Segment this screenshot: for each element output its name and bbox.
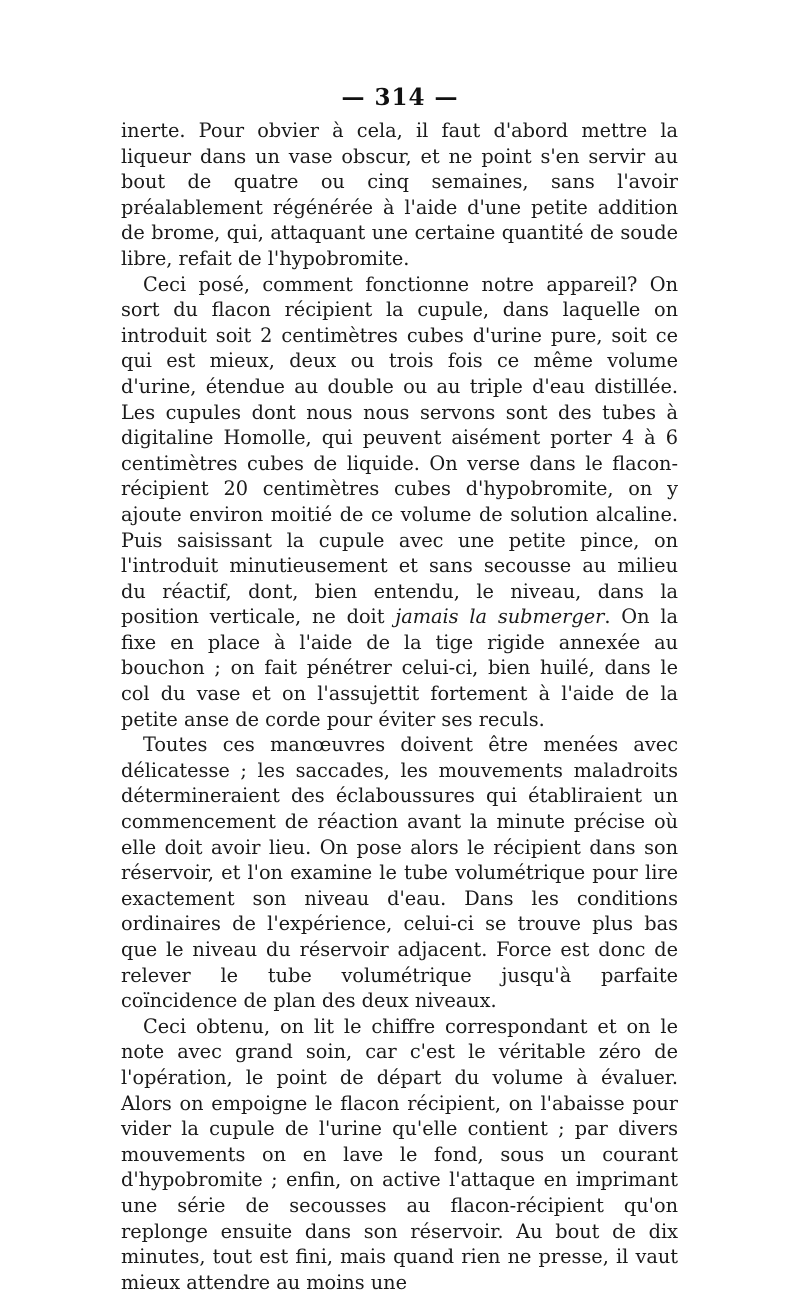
- paragraph-4-text: Ceci obtenu, on lit le chiffre correspondant et on le note avec grand soin, car c'est le véritable zéro de l'opération, le point de départ du volume à évaluer. Alors on empoigne le flacon récipient, on l'abaisse pour vider la cupule de l'urine qu'elle contient ; par divers mouvements on en lave le fond, sous un courant d'hypobromite ; enfin, on active l'attaque en imprimant une série de secousses au flacon-récipient qu'on replonge ensuite dans son réservoir. Au bout de dix minutes, tout est fini, mais quand rien ne presse, il vaut mieux attendre au moins une: [121, 1014, 678, 1294]
- paragraph-2-text-b: . On la fixe en place à l'aide de la tige rigide annexée au bouchon ; on fait pénétrer celui-ci, bien huilé, dans le col du vase et on l'assujettit fortement à l'aide de la petite anse de corde pour éviter ses reculs.: [121, 605, 678, 731]
- paragraph-3: [121, 732, 678, 1014]
- page-number: — 314 —: [341, 84, 459, 111]
- body-text: [121, 118, 678, 1295]
- paragraph-3-text: Toutes ces manœuvres doivent être menées avec délicatesse ; les saccades, les mouvements maladroits détermineraient des éclaboussures qui établiraient un commencement de réaction avant la minute précise où elle doit avoir lieu. On pose alors le récipient dans son réservoir, et l'on examine le tube volumétrique pour lire exactement son niveau d'eau. Dans les conditions ordinaires de l'expérience, celui-ci se trouve plus bas que le niveau du réservoir adjacent. Force est donc de relever le tube volumétrique jusqu'à parfaite coïncidence de plan des deux niveaux.: [121, 733, 678, 1013]
- paragraph-1: [121, 118, 678, 272]
- paragraph-2-text-a: Ceci posé, comment fonctionne notre appareil? On sort du flacon récipient la cupule, dans laquelle on introduit soit 2 centimètres cubes d'urine pure, soit ce qui est mieux, deux ou trois fois ce même volume d'urine, étendue au double ou au triple d'eau distillée. Les cupules dont nous nous servons sont des tubes à digitaline Homolle, qui peuvent aisément porter 4 à 6 centimètres cubes de liquide. On verse dans le flacon-récipient 20 centimètres cubes d'hypobromite, on y ajoute environ moitié de ce volume de solution alcaline. Puis saisissant la cupule avec une petite pince, on l'introduit minutieusement et sans secousse au milieu du réactif, dont, bien entendu, le niveau, dans la position verticale, ne doit: [121, 272, 678, 629]
- paragraph-1-text: inerte. Pour obvier à cela, il faut d'abord mettre la liqueur dans un vase obscur, et ne point s'en servir au bout de quatre ou cinq semaines, sans l'avoir préalablement régénérée à l'aide d'une petite addition de brome, qui, attaquant une certaine quantité de soude libre, refait de l'hypobromite.: [121, 119, 678, 270]
- paragraph-2-italic-phrase: jamais la submerger: [395, 605, 605, 629]
- paragraph-4: [121, 1014, 678, 1295]
- paragraph-2: [121, 272, 678, 733]
